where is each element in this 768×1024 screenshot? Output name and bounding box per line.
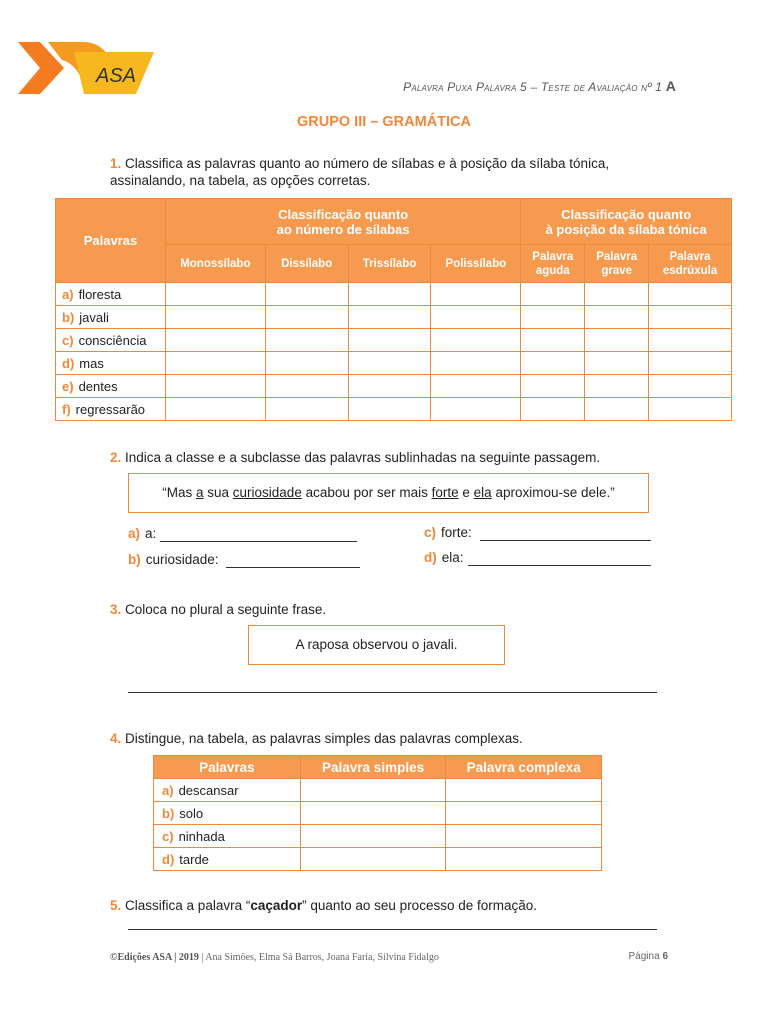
header-dissilabo: Dissílabo	[265, 245, 348, 283]
question-text: Classifica as palavras quanto ao número de sílabas e à posição da sílaba tónica, assinalando, na tabela, as opções corretas.	[110, 156, 610, 188]
answer-cell[interactable]	[165, 329, 265, 352]
header-grave: Palavra grave	[585, 245, 649, 283]
answer-cell[interactable]	[649, 283, 732, 306]
answer-cell[interactable]	[446, 848, 602, 871]
answer-cell[interactable]	[431, 283, 521, 306]
table-row: c) consciência	[56, 329, 732, 352]
header-simple: Palavra simples	[300, 756, 446, 779]
table-row: e) dentes	[56, 375, 732, 398]
group-title: GRUPO III – GRAMÁTICA	[296, 114, 471, 130]
answer-cell[interactable]	[585, 283, 649, 306]
answer-cell[interactable]	[521, 398, 585, 421]
answer-cell[interactable]	[348, 329, 431, 352]
question-3: 3. Coloca no plural a seguinte frase.	[110, 602, 327, 617]
header-title: Palavra Puxa Palavra 5 – Teste de Avaliação nº 1 A	[403, 78, 676, 94]
answer-line-b[interactable]	[226, 567, 360, 568]
answer-c: c) forte:	[424, 525, 472, 540]
quote-box: “Mas a sua curiosidade acabou por ser mais forte e ela aproximou-se dele.”	[128, 473, 649, 513]
answer-cell[interactable]	[300, 802, 446, 825]
answer-line-3[interactable]	[128, 692, 657, 693]
table-row: a) descansar	[154, 779, 602, 802]
answer-cell[interactable]	[431, 329, 521, 352]
question-5: 5. Classifica a palavra “caçador” quanto ao seu processo de formação.	[110, 898, 538, 913]
header-words: Palavras	[154, 756, 301, 779]
header-trissilabo: Trissílabo	[348, 245, 431, 283]
answer-cell[interactable]	[521, 329, 585, 352]
answer-cell[interactable]	[585, 352, 649, 375]
answer-cell[interactable]	[265, 352, 348, 375]
header-esdruxula: Palavra esdrúxula	[649, 245, 732, 283]
answer-cell[interactable]	[521, 283, 585, 306]
answer-cell[interactable]	[165, 283, 265, 306]
answer-cell[interactable]	[265, 329, 348, 352]
header-stress-position: Classificação quanto à posição da sílaba tónica	[521, 199, 732, 245]
answer-cell[interactable]	[431, 398, 521, 421]
answer-line-c[interactable]	[480, 540, 651, 541]
table-row: c) ninhada	[154, 825, 602, 848]
sentence-box: A raposa observou o javali.	[248, 625, 505, 665]
answer-cell[interactable]	[521, 352, 585, 375]
answer-line-d[interactable]	[468, 565, 651, 566]
question-1	[110, 155, 660, 189]
question-number: 1.	[110, 156, 122, 171]
answer-cell[interactable]	[300, 848, 446, 871]
answer-cell[interactable]	[649, 352, 732, 375]
answer-line-a[interactable]	[160, 541, 357, 542]
answer-line-5[interactable]	[128, 929, 657, 930]
header-monossilabo: Monossílabo	[165, 245, 265, 283]
answer-cell[interactable]	[649, 329, 732, 352]
answer-cell[interactable]	[446, 802, 602, 825]
answer-cell[interactable]	[300, 825, 446, 848]
answer-cell[interactable]	[446, 825, 602, 848]
answer-cell[interactable]	[348, 375, 431, 398]
table-row: b) javali	[56, 306, 732, 329]
header-polissilabo: Polissílabo	[431, 245, 521, 283]
table-row: b) solo	[154, 802, 602, 825]
answer-cell[interactable]	[521, 306, 585, 329]
word-type-table	[153, 755, 602, 871]
syllable-table	[55, 198, 732, 421]
answer-cell[interactable]	[431, 306, 521, 329]
answer-cell[interactable]	[265, 306, 348, 329]
asa-logo	[18, 42, 154, 94]
answer-cell[interactable]	[165, 306, 265, 329]
answer-cell[interactable]	[431, 375, 521, 398]
answer-cell[interactable]	[348, 352, 431, 375]
answer-cell[interactable]	[585, 375, 649, 398]
answer-cell[interactable]	[585, 329, 649, 352]
answer-cell[interactable]	[585, 306, 649, 329]
answer-cell[interactable]	[300, 779, 446, 802]
answer-cell[interactable]	[265, 283, 348, 306]
header-words: Palavras	[56, 199, 166, 283]
header-complex: Palavra complexa	[446, 756, 602, 779]
answer-cell[interactable]	[431, 352, 521, 375]
answer-cell[interactable]	[348, 283, 431, 306]
header-aguda: Palavra aguda	[521, 245, 585, 283]
answer-cell[interactable]	[649, 398, 732, 421]
answer-b: b) curiosidade:	[128, 552, 219, 567]
question-2: 2. Indica a classe e a subclasse das palavras sublinhadas na seguinte passagem.	[110, 450, 601, 465]
footer-credits: ©Edições ASA | 2019 | Ana Simões, Elma Sá Barros, Joana Faria, Silvina Fidalgo	[110, 952, 439, 963]
answer-cell[interactable]	[649, 306, 732, 329]
answer-cell[interactable]	[165, 352, 265, 375]
answer-cell[interactable]	[265, 375, 348, 398]
answer-cell[interactable]	[348, 306, 431, 329]
answer-d: d) ela:	[424, 550, 464, 565]
asa-logo-graphic	[18, 42, 154, 94]
answer-cell[interactable]	[165, 375, 265, 398]
svg-text:ASA: ASA	[96, 65, 137, 87]
answer-cell[interactable]	[585, 398, 649, 421]
answer-cell[interactable]	[348, 398, 431, 421]
header-syllable-count: Classificação quanto ao número de sílabas	[165, 199, 520, 245]
page-number: Página 6	[628, 951, 668, 962]
answer-cell[interactable]	[649, 375, 732, 398]
question-4: 4. Distingue, na tabela, as palavras simples das palavras complexas.	[110, 731, 523, 746]
table-row: f) regressarão	[56, 398, 732, 421]
table-row: a) floresta	[56, 283, 732, 306]
answer-cell[interactable]	[265, 398, 348, 421]
answer-cell[interactable]	[165, 398, 265, 421]
answer-a: a) a:	[128, 526, 157, 541]
table-row: d) tarde	[154, 848, 602, 871]
answer-cell[interactable]	[521, 375, 585, 398]
table-row: d) mas	[56, 352, 732, 375]
answer-cell[interactable]	[446, 779, 602, 802]
